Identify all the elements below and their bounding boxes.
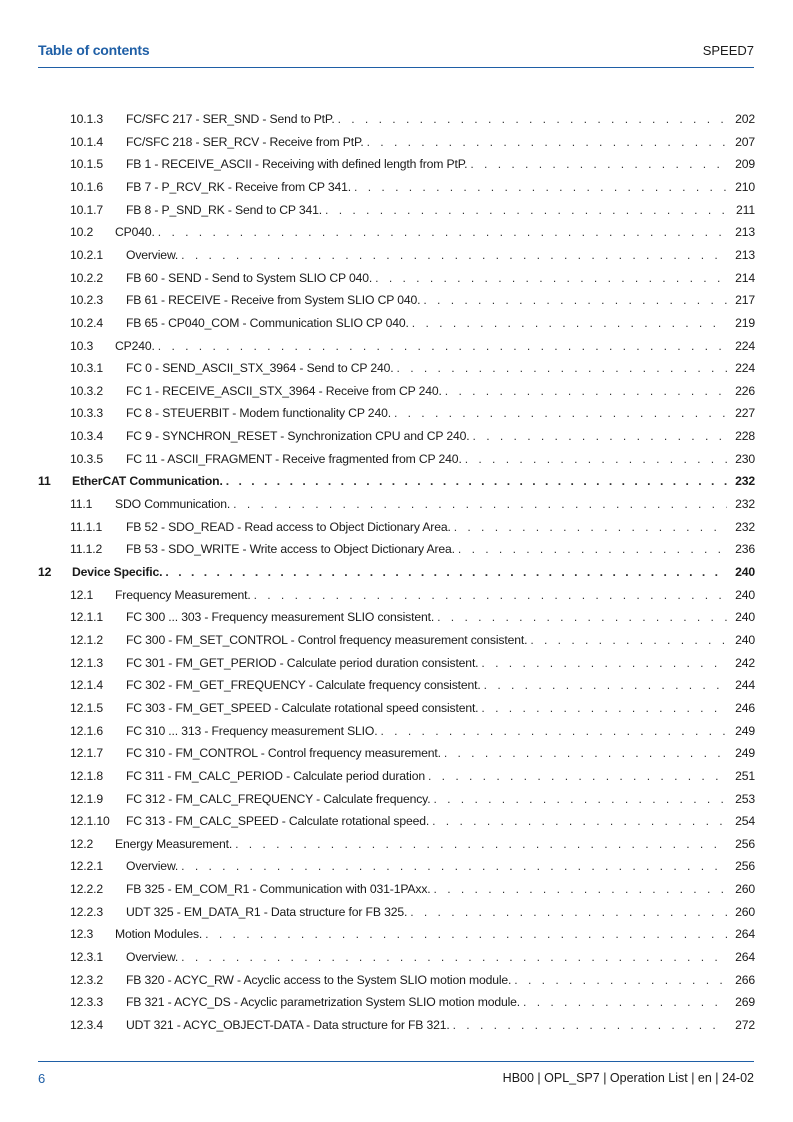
- page-number: 6: [38, 1071, 46, 1086]
- toc-entry-page[interactable]: 256: [735, 836, 755, 851]
- toc-entry[interactable]: [0, 471, 793, 491]
- toc-entry-page[interactable]: 269: [735, 995, 755, 1010]
- toc-entry[interactable]: [0, 902, 793, 922]
- dot-leader: [484, 675, 727, 695]
- toc-entry-page[interactable]: 266: [735, 972, 755, 987]
- toc-entry-page[interactable]: 240: [735, 587, 755, 602]
- toc-entry-page[interactable]: 228: [735, 429, 755, 444]
- dot-leader: [458, 539, 727, 559]
- toc-entry-page[interactable]: 230: [735, 451, 755, 466]
- toc-entry[interactable]: [0, 494, 793, 514]
- toc-entry-leader: [115, 222, 727, 242]
- toc-entry-leader: [126, 132, 727, 152]
- dot-leader: [523, 992, 727, 1012]
- toc-entry-title[interactable]: FB 320 - ACYC_RW - Acyclic access to the System SLIO motion module.: [126, 972, 512, 987]
- dot-leader: [444, 743, 727, 763]
- toc-entry-title[interactable]: Overview.: [126, 950, 179, 965]
- toc-entry-page[interactable]: 240: [735, 565, 755, 579]
- toc-entry-number: 10.1.6: [70, 179, 103, 194]
- toc-entry[interactable]: [0, 177, 793, 197]
- toc-entry-leader: [115, 924, 727, 944]
- toc-entry[interactable]: [0, 992, 793, 1012]
- toc-entry-leader: [126, 245, 727, 265]
- toc-entry-number: 12.3: [70, 927, 94, 942]
- toc-entry[interactable]: [0, 336, 793, 356]
- dot-leader: [454, 517, 727, 537]
- toc-entry-page[interactable]: 211: [736, 202, 755, 217]
- toc-entry-leader: [115, 336, 727, 356]
- toc-entry-page[interactable]: 240: [735, 632, 755, 647]
- toc-entry-number: 10.1.4: [70, 134, 103, 149]
- toc-entry-title[interactable]: FC 8 - STEUERBIT - Modem functionality CP 240.: [126, 406, 391, 421]
- toc-entry-page[interactable]: 260: [735, 882, 755, 897]
- dot-leader: [473, 426, 727, 446]
- toc-entry-page[interactable]: 207: [735, 134, 755, 149]
- dot-leader: [367, 132, 727, 152]
- toc-entry-page[interactable]: 253: [735, 791, 755, 806]
- toc-entry-leader: [126, 856, 727, 876]
- toc-entry[interactable]: [0, 109, 793, 129]
- toc-entry-title[interactable]: FB 8 - P_SND_RK - Send to CP 341.: [126, 202, 323, 217]
- toc-entry-page[interactable]: 242: [735, 655, 755, 670]
- toc-entry-title[interactable]: FC 302 - FM_GET_FREQUENCY - Calculate frequency consistent.: [126, 678, 481, 693]
- toc-entry-title[interactable]: Overview.: [126, 247, 179, 262]
- toc-entry-title[interactable]: CP040.: [115, 225, 155, 240]
- toc-entry[interactable]: [0, 403, 793, 423]
- toc-entry-leader: [72, 471, 727, 491]
- toc-entry[interactable]: [0, 585, 793, 605]
- dot-leader: [338, 109, 727, 129]
- toc-entry-title[interactable]: FC 311 - FM_CALC_PERIOD - Calculate period duration: [126, 768, 425, 783]
- toc-entry-leader: [126, 653, 727, 673]
- toc-entry-number: 12.1.3: [70, 655, 103, 670]
- toc-entry-leader: [126, 675, 727, 695]
- toc-entry-page[interactable]: 264: [735, 927, 755, 942]
- toc-entry[interactable]: [0, 834, 793, 854]
- toc-entry-title[interactable]: FC 0 - SEND_ASCII_STX_3964 - Send to CP 240.: [126, 361, 394, 376]
- toc-entry-page[interactable]: 209: [735, 157, 755, 172]
- toc-entry-title[interactable]: FB 325 - EM_COM_R1 - Communication with 031-1PAxx.: [126, 882, 431, 897]
- toc-entry-leader: [126, 177, 727, 197]
- toc-entry-number: 10.3.5: [70, 451, 103, 466]
- toc-entry-number: 12.2.3: [70, 904, 103, 919]
- toc-entry-leader: [115, 585, 727, 605]
- toc-entry-leader: [126, 607, 727, 627]
- dot-leader: [412, 313, 727, 333]
- toc-entry-page[interactable]: 210: [735, 179, 755, 194]
- dot-leader: [394, 403, 727, 423]
- toc-entry-page[interactable]: 272: [735, 1018, 755, 1032]
- dot-leader: [481, 698, 727, 718]
- dot-leader: [181, 856, 727, 876]
- toc-entry[interactable]: [0, 562, 793, 582]
- dot-leader: [226, 471, 727, 491]
- dot-leader: [158, 336, 727, 356]
- toc-entry-number: 12.2: [70, 836, 94, 851]
- dot-leader: [181, 947, 727, 967]
- toc-entry-page[interactable]: 236: [735, 542, 755, 557]
- header-title: Table of contents: [38, 42, 150, 58]
- toc-entry[interactable]: [0, 358, 793, 378]
- toc-entry[interactable]: [0, 811, 793, 831]
- toc-entry-title[interactable]: FC 303 - FM_GET_SPEED - Calculate rotational speed consistent.: [126, 700, 479, 715]
- toc-entry-page[interactable]: 232: [735, 497, 755, 512]
- toc-entry-leader: [115, 834, 727, 854]
- toc-entry-leader: [126, 426, 727, 446]
- toc-entry-page[interactable]: 232: [735, 519, 755, 534]
- dot-leader: [481, 653, 727, 673]
- dot-leader: [205, 924, 727, 944]
- toc-entry-number: 12.2.2: [70, 882, 103, 897]
- toc-entry-leader: [126, 721, 727, 741]
- toc-entry-number: 10.3.1: [70, 361, 103, 376]
- toc-entry[interactable]: [0, 132, 793, 152]
- toc-entry[interactable]: [0, 789, 793, 809]
- toc-entry[interactable]: [0, 630, 793, 650]
- toc-entry[interactable]: [0, 743, 793, 763]
- dot-leader: [445, 381, 727, 401]
- toc-entry-title[interactable]: Overview.: [126, 859, 179, 874]
- toc-entry-number: 10.3: [70, 338, 94, 353]
- toc-entry-leader: [126, 109, 727, 129]
- toc-entry-number: 12.1.7: [70, 746, 103, 761]
- toc-entry[interactable]: [0, 222, 793, 242]
- toc-entry-title[interactable]: FB 53 - SDO_WRITE - Write access to Object Dictionary Area.: [126, 542, 455, 557]
- dot-leader: [397, 358, 727, 378]
- toc-entry-page[interactable]: 226: [735, 383, 755, 398]
- dot-leader: [254, 585, 727, 605]
- dot-leader: [434, 879, 727, 899]
- toc-entry-title[interactable]: FC/SFC 217 - SER_SND - Send to PtP.: [126, 112, 335, 126]
- toc-entry-title[interactable]: SDO Communication.: [115, 497, 231, 512]
- toc-entry-leader: [115, 494, 727, 514]
- toc-entry-title[interactable]: Device Specific.: [72, 565, 163, 579]
- toc-entry[interactable]: [0, 607, 793, 627]
- toc-entry-leader: [126, 789, 727, 809]
- toc-entry[interactable]: [0, 539, 793, 559]
- toc-entry-number: 10.2.3: [70, 293, 103, 308]
- toc-entry-title[interactable]: FC 11 - ASCII_FRAGMENT - Receive fragmented from CP 240.: [126, 451, 462, 466]
- toc-entry-number: 12.3.1: [70, 950, 103, 965]
- toc-entry[interactable]: [0, 268, 793, 288]
- dot-leader: [530, 630, 727, 650]
- toc-entry-leader: [126, 358, 727, 378]
- toc-entry-title[interactable]: FB 61 - RECEIVE - Receive from System SLIO CP 040.: [126, 293, 421, 308]
- dot-leader: [165, 562, 727, 582]
- toc-entry-number: 12.1.1: [70, 610, 103, 625]
- toc-entry-page[interactable]: 246: [735, 700, 755, 715]
- toc-entry-title[interactable]: FB 60 - SEND - Send to System SLIO CP 040.: [126, 270, 373, 285]
- toc-entry-title[interactable]: FB 65 - CP040_COM - Communication SLIO CP 040.: [126, 315, 409, 330]
- toc-entry-leader: [126, 381, 727, 401]
- toc-entry-leader: [126, 403, 727, 423]
- toc-entry[interactable]: [0, 517, 793, 537]
- toc-entry-number: 12.1.6: [70, 723, 103, 738]
- toc-entry-title[interactable]: Frequency Measurement.: [115, 587, 251, 602]
- toc-entry-number: 12.3.4: [70, 1018, 103, 1032]
- toc-entry-leader: [126, 539, 727, 559]
- toc-entry[interactable]: [0, 154, 793, 174]
- toc-entry[interactable]: [0, 290, 793, 310]
- dot-leader: [235, 834, 727, 854]
- toc-entry[interactable]: [0, 856, 793, 876]
- toc-entry-leader: [126, 1015, 727, 1035]
- toc-entry-title[interactable]: FC 301 - FM_GET_PERIOD - Calculate period duration consistent.: [126, 655, 479, 670]
- toc-entry-number: 12.1: [70, 587, 94, 602]
- toc-entry-leader: [126, 630, 727, 650]
- toc-entry-number: 10.1.5: [70, 157, 103, 172]
- footer-rule: [38, 1061, 754, 1062]
- toc-entry-page[interactable]: 260: [735, 904, 755, 919]
- toc-entry[interactable]: [0, 721, 793, 741]
- toc-entry-page[interactable]: 213: [735, 225, 755, 240]
- toc-entry[interactable]: [0, 313, 793, 333]
- toc-entry-title[interactable]: Energy Measurement.: [115, 836, 233, 851]
- toc-entry-number: 12.2.1: [70, 859, 103, 874]
- toc-entry-leader: [126, 268, 727, 288]
- toc-entry-leader: [126, 743, 727, 763]
- toc-entry-page[interactable]: 240: [735, 610, 755, 625]
- toc-entry-number: 10.2: [70, 225, 94, 240]
- toc-entry-title[interactable]: FB 52 - SDO_READ - Read access to Object Dictionary Area.: [126, 519, 451, 534]
- toc-entry-title[interactable]: UDT 325 - EM_DATA_R1 - Data structure for FB 325.: [126, 904, 408, 919]
- toc-entry-page[interactable]: 227: [735, 406, 755, 421]
- toc-entry[interactable]: [0, 653, 793, 673]
- toc-entry-title[interactable]: FC/SFC 218 - SER_RCV - Receive from PtP.: [126, 134, 364, 149]
- dot-leader: [453, 1015, 727, 1035]
- toc-entry-leader: [126, 517, 727, 537]
- toc-entry-title[interactable]: FB 7 - P_RCV_RK - Receive from CP 341.: [126, 179, 352, 194]
- toc-entry-number: 12.1.2: [70, 632, 103, 647]
- toc-entry-leader: [126, 200, 727, 220]
- toc-entry-page[interactable]: 251: [735, 768, 755, 783]
- dot-leader: [514, 970, 727, 990]
- dot-leader: [470, 154, 727, 174]
- toc-entry-leader: [126, 992, 727, 1012]
- toc-entry[interactable]: [0, 879, 793, 899]
- toc-entry[interactable]: [0, 766, 793, 786]
- dot-leader: [158, 222, 727, 242]
- toc-entry-leader: [126, 902, 727, 922]
- toc-entry-title[interactable]: FC 313 - FM_CALC_SPEED - Calculate rotational speed.: [126, 814, 430, 829]
- toc-entry-number: 11.1.1: [70, 519, 103, 534]
- toc-entry-number: 10.3.4: [70, 429, 103, 444]
- toc-entry-leader: [126, 698, 727, 718]
- toc-entry-leader: [126, 290, 727, 310]
- toc-entry-page[interactable]: 214: [735, 270, 755, 285]
- toc-entry[interactable]: [0, 970, 793, 990]
- toc-entry-page[interactable]: 244: [735, 678, 755, 693]
- toc-entry-title[interactable]: FC 312 - FM_CALC_FREQUENCY - Calculate frequency.: [126, 791, 431, 806]
- toc-entry-leader: [72, 562, 727, 582]
- toc-entry-number: 10.2.2: [70, 270, 103, 285]
- toc-entry-number: 10.3.3: [70, 406, 103, 421]
- toc-entry-page[interactable]: 224: [735, 338, 755, 353]
- dot-leader: [375, 268, 727, 288]
- toc-entry-number: 12.1.4: [70, 678, 103, 693]
- toc-entry-page[interactable]: 217: [735, 293, 755, 308]
- toc-entry-number: 10.1.7: [70, 202, 103, 217]
- dot-leader: [465, 449, 727, 469]
- toc-entry-title[interactable]: EtherCAT Communication.: [72, 474, 223, 489]
- toc-entry[interactable]: [0, 698, 793, 718]
- toc-entry-page[interactable]: 224: [735, 361, 755, 376]
- dot-leader: [423, 290, 727, 310]
- toc-entry-title[interactable]: FB 1 - RECEIVE_ASCII - Receiving with defined length from PtP.: [126, 157, 468, 172]
- toc-entry-title[interactable]: FC 300 - FM_SET_CONTROL - Control frequency measurement consistent.: [126, 632, 528, 647]
- toc-entry-number: 12.3.2: [70, 972, 103, 987]
- dot-leader: [432, 811, 727, 831]
- toc-entry-number: 12.1.9: [70, 791, 103, 806]
- toc-entry-leader: [126, 766, 727, 786]
- toc-entry-number: 10.2.4: [70, 315, 103, 330]
- toc-entry-title[interactable]: FC 9 - SYNCHRON_RESET - Synchronization CPU and CP 240.: [126, 429, 470, 444]
- toc-entry-page[interactable]: 249: [735, 746, 755, 761]
- toc-entry-leader: [126, 947, 727, 967]
- toc-entry-title[interactable]: FC 310 - FM_CONTROL - Control frequency measurement.: [126, 746, 441, 761]
- toc-entry-number: 12.1.10: [70, 814, 110, 829]
- toc-entry-number: 12.1.5: [70, 700, 103, 715]
- toc-entry-page[interactable]: 213: [735, 247, 755, 262]
- toc-entry-title[interactable]: FC 1 - RECEIVE_ASCII_STX_3964 - Receive from CP 240.: [126, 383, 442, 398]
- toc-entry-page[interactable]: 254: [735, 814, 755, 829]
- toc-entry[interactable]: [0, 449, 793, 469]
- toc-entry[interactable]: [0, 426, 793, 446]
- dot-leader: [181, 245, 727, 265]
- toc-entry-leader: [126, 811, 727, 831]
- document-info: HB00 | OPL_SP7 | Operation List | en | 24-02: [502, 1071, 754, 1085]
- toc-entry[interactable]: [0, 1015, 793, 1035]
- toc-entry-leader: [126, 879, 727, 899]
- toc-entry-title[interactable]: UDT 321 - ACYC_OBJECT-DATA - Data structure for FB 321.: [126, 1018, 450, 1032]
- dot-leader: [354, 177, 727, 197]
- toc-entry-number: 12: [38, 565, 52, 579]
- toc-entry-leader: [126, 449, 727, 469]
- toc-entry-number: 10.1.3: [70, 112, 103, 126]
- toc-entry-title[interactable]: FC 300 ... 303 - Frequency measurement SLIO consistent.: [126, 610, 435, 625]
- toc-entry-number: 10.3.2: [70, 383, 103, 398]
- header-rule: [38, 67, 754, 68]
- toc-entry-number: 10.2.1: [70, 247, 103, 262]
- toc-entry-page[interactable]: 219: [735, 315, 755, 330]
- toc-entry-title[interactable]: Motion Modules.: [115, 927, 203, 942]
- dot-leader: [433, 789, 727, 809]
- header-product: SPEED7: [702, 43, 754, 58]
- toc-entry-title[interactable]: FB 321 - ACYC_DS - Acyclic parametrization System SLIO motion module.: [126, 995, 521, 1010]
- toc-entry[interactable]: [0, 947, 793, 967]
- toc-entry-leader: [126, 154, 727, 174]
- toc-entry-number: 11.1.2: [70, 542, 103, 557]
- dot-leader: [381, 721, 728, 741]
- toc-entry[interactable]: [0, 200, 793, 220]
- dot-leader: [410, 902, 727, 922]
- dot-leader: [437, 607, 727, 627]
- toc-entry-page[interactable]: 249: [735, 723, 755, 738]
- toc-entry-number: 12.3.3: [70, 995, 103, 1010]
- toc-entry-leader: [126, 970, 727, 990]
- toc-entry-leader: [126, 313, 727, 333]
- toc-entry-page[interactable]: 232: [735, 474, 755, 489]
- toc-entry-number: 11: [38, 474, 51, 489]
- toc-entry-page[interactable]: 256: [735, 859, 755, 874]
- dot-leader: [233, 494, 727, 514]
- toc-entry-number: 12.1.8: [70, 768, 103, 783]
- toc-entry[interactable]: [0, 245, 793, 265]
- toc-entry-page[interactable]: 264: [735, 950, 755, 965]
- toc-entry[interactable]: [0, 924, 793, 944]
- toc-entry-title[interactable]: FC 310 ... 313 - Frequency measurement SLIO.: [126, 723, 378, 738]
- toc-entry-title[interactable]: CP240.: [115, 338, 155, 353]
- dot-leader: [428, 766, 727, 786]
- toc-entry[interactable]: [0, 675, 793, 695]
- toc-entry-page[interactable]: 202: [735, 112, 755, 126]
- toc-entry-number: 11.1: [70, 497, 93, 512]
- dot-leader: [325, 200, 727, 220]
- toc-entry[interactable]: [0, 381, 793, 401]
